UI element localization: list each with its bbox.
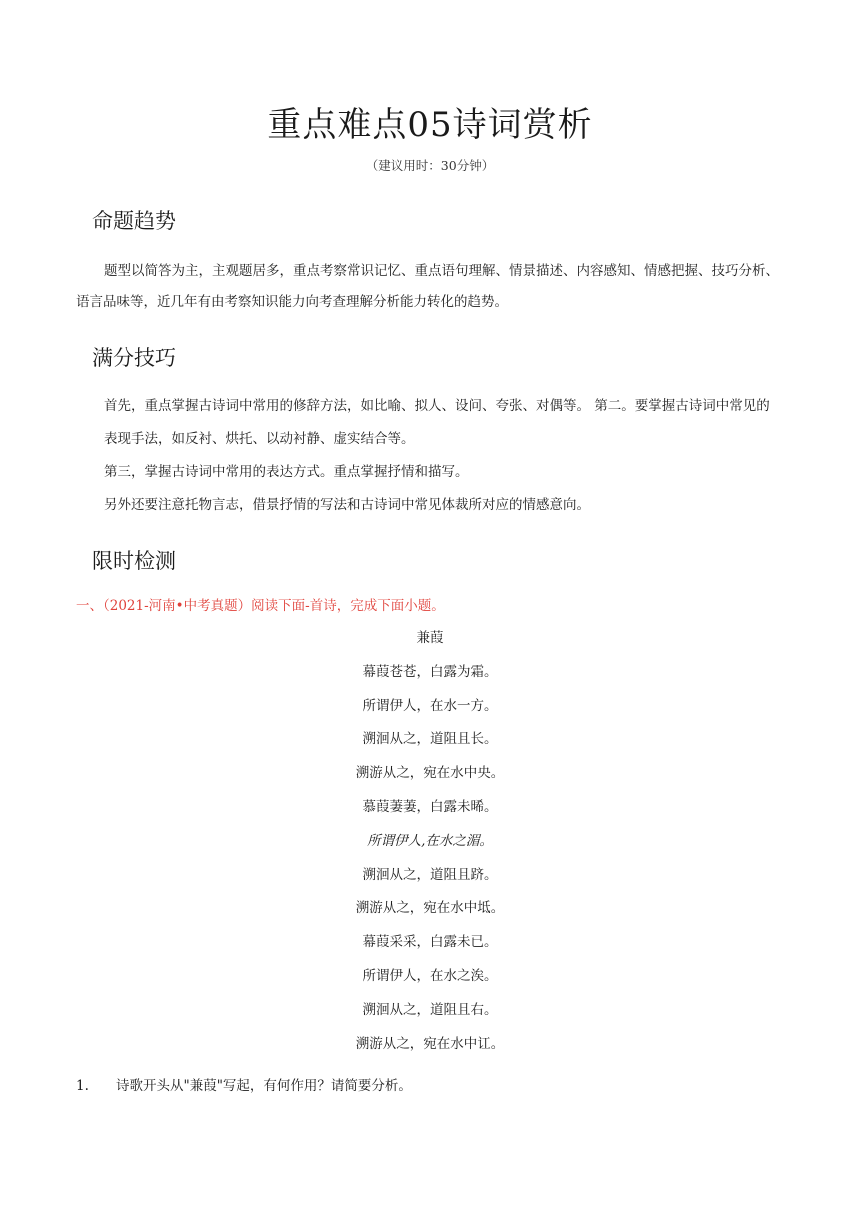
trend-paragraph-line-1: 题型以简答为主，主观题居多，重点考察常识记忆、重点语句理解、情景描述、内容感知、情感把握、技巧分析、	[104, 263, 779, 279]
skills-paragraph-line-4: 另外还要注意托物言志，借景抒情的写法和古诗词中常见体裁所对应的情感意向。	[104, 497, 590, 513]
question-group-header: 一、（2021-河南•中考真题）阅读下面-首诗，完成下面小题。	[76, 598, 445, 614]
poem-line: 所谓伊人，在水之涘。	[362, 967, 498, 984]
question-text: 诗歌开头从"兼葭"写起，有何作用？请简要分析。	[116, 1078, 412, 1094]
poem	[0, 628, 860, 1067]
poem-line: 幕葭采采，白露未已。	[362, 934, 498, 951]
poem-line: 慕葭萋萋，白露未晞。	[362, 798, 498, 815]
poem-line: 溯游从之，宛在水中央。	[355, 765, 505, 782]
page-subtitle: （建议用时：30分钟）	[365, 158, 495, 173]
poem-line: 所谓伊人，在水一方。	[362, 697, 498, 714]
poem-title: 兼葭	[416, 630, 444, 646]
question-number: 1.	[76, 1078, 89, 1094]
poem-line: 溯游从之，宛在水中坻。	[355, 900, 505, 917]
page-title: 重点难点05诗词赏析	[267, 105, 593, 145]
skills-paragraph-line-3: 第三，掌握古诗词中常用的表达方式。重点掌握抒情和描写。	[104, 464, 469, 480]
section-heading-test: 限时检测	[92, 549, 176, 573]
poem-line: 溯洄从之，道阻且右。	[362, 1001, 498, 1018]
poem-line: 溯洄从之，道阻且跻。	[362, 866, 498, 883]
section-heading-skills: 满分技巧	[92, 346, 176, 370]
section-heading-trend: 命题趋势	[92, 209, 176, 233]
skills-paragraph-line-1: 首先，重点掌握古诗词中常用的修辞方法，如比喻、拟人、设问、夸张、对偶等。 第二。要掌握古诗词中常见的	[104, 398, 770, 414]
question-item	[76, 1076, 412, 1096]
skills-paragraph-line-2: 表现手法，如反衬、烘托、以动衬静、虚实结合等。	[104, 431, 415, 447]
poem-line: 幕葭苍苍，白露为霜。	[362, 663, 498, 680]
poem-line: 溯游从之，宛在水中讧。	[355, 1035, 505, 1052]
poem-line: 所谓伊人,在水之湄。	[367, 832, 493, 849]
trend-paragraph-line-2: 语言品味等，近几年有由考察知识能力向考查理解分析能力转化的趋势。	[76, 294, 508, 310]
poem-line: 溯洄从之，道阻且长。	[362, 731, 498, 748]
